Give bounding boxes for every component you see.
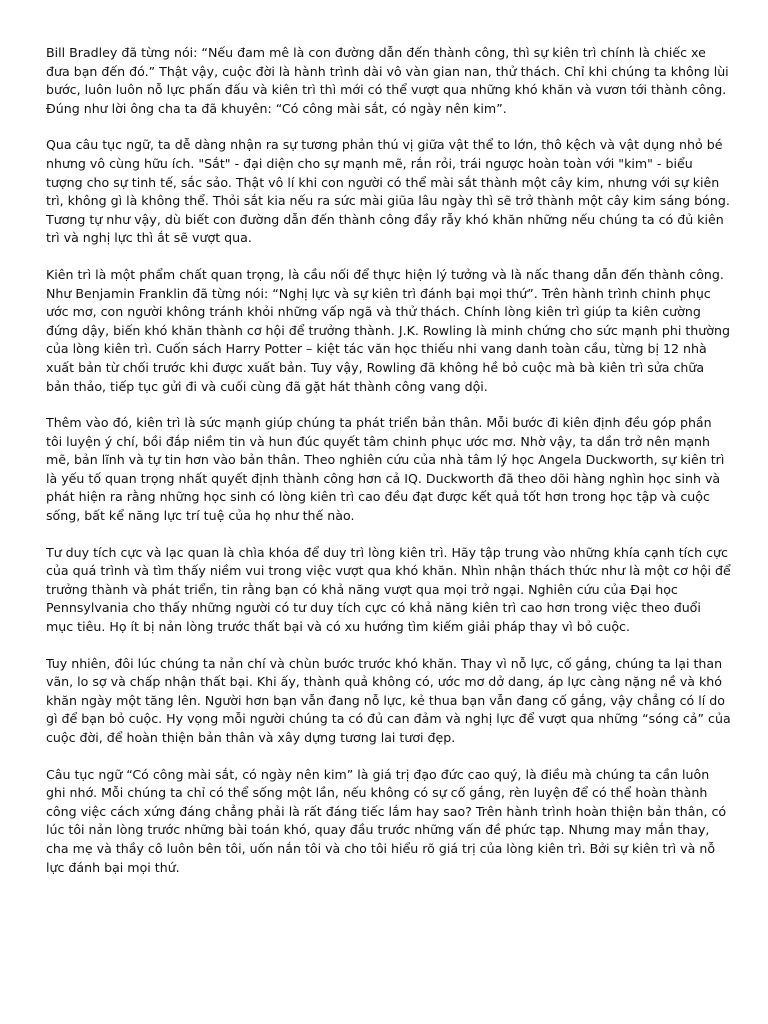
paragraph-4: Thêm vào đó, kiên trì là sức mạnh giúp chúng ta phát triển bản thân. Mỗi bước đi kiên định đều góp phần tôi luyện ý chí, bồi đắp niềm tin và hun đúc quyết tâm chinh phục ước mơ. Nhờ vậy, ta dần trở nên mạnh mẽ, bản lĩnh và tự tin hơn vào bản thân. Theo nghiên cứu của nhà tâm lý học Angela Duckworth, sự kiên trì là yếu tố quan trọng nhất quyết định thành công hơn cả IQ. Duckworth đã theo dõi hàng nghìn học sinh và phát hiện ra rằng những học sinh có lòng kiên trì cao đều đạt được kết quả tốt hơn trong học tập và cuộc sống, bất kể năng lực trí tuệ của họ như thế nào. xyxy=(46,415,725,524)
paragraph-5: Tư duy tích cực và lạc quan là chìa khóa để duy trì lòng kiên trì. Hãy tập trung vào những khía cạnh tích cực của quá trình và tìm thấy niềm vui trong việc vượt qua khó khăn. Nhìn nhận thách thức như là một cơ hội để trưởng thành và phát triển, tin rằng bạn có khả năng vượt qua mọi trở ngại. Nghiên cứu của Đại học Pennsylvania cho thấy những người có tư duy tích cực có khả năng kiên trì cao hơn trong việc theo đuổi mục tiêu. Họ ít bị nản lòng trước thất bại và có xu hướng tìm kiếm giải pháp thay vì bỏ cuộc. xyxy=(46,544,731,635)
document-body xyxy=(46,44,731,895)
paragraph-6: Tuy nhiên, đôi lúc chúng ta nản chí và chùn bước trước khó khăn. Thay vì nỗ lực, cố gắng, chúng ta lại than vãn, lo sợ và chấp nhận thất bại. Khi ấy, thành quả không có, ước mơ dở dang, áp lực càng nặng nề và khó khăn ngày một tăng lên. Người hơn bạn vẫn đang nỗ lực, kẻ thua bạn vẫn đang cố gắng, vậy chẳng có lí do gì để bạn bỏ cuộc. Hy vọng mỗi người chúng ta có đủ can đảm và nghị lực để vượt qua những “sóng cả” của cuộc đời, để hoàn thiện bản thân và xây dựng tương lai tươi đẹp. xyxy=(46,655,731,745)
paragraph-7: Câu tục ngữ “Có công mài sắt, có ngày nên kim” là giá trị đạo đức cao quý, là điều mà chúng ta cần luôn ghi nhớ. Mỗi chúng ta chỉ có thể sống một lần, nếu không có sự cố gắng, rèn luyện để có thể hoàn thành công việc cách xứng đáng chẳng phải là rất đáng tiếc lắm hay sao? Trên hành trình hoàn thiện bản thân, có lúc tôi nản lòng trước những bài toán khó, quay đầu trước những vấn đề phức tạp. Nhưng may mắn thay, cha mẹ và thầy cô luôn bên tôi, uốn nắn tôi và cho tôi hiểu rõ giá trị của lòng kiên trì. Bởi sự kiên trì và nỗ lực đánh bại mọi thứ. xyxy=(46,766,727,875)
paragraph-3: Kiên trì là một phẩm chất quan trọng, là cầu nối để thực hiện lý tưởng và là nấc thang dẫn đến thành công. Như Benjamin Franklin đã từng nói: “Nghị lực và sự kiên trì đánh bại mọi thứ”. Trên hành trình chinh phục ước mơ, con người không tránh khỏi những vấp ngã và thử thách. Chính lòng kiên trì giúp ta kiên cường đứng dậy, biến khó khăn thành cơ hội để trưởng thành. J.K. Rowling là minh chứng cho sức mạnh phi thường của lòng kiên trì. Cuốn sách Harry Potter – kiệt tác văn học thiếu nhi vang danh toàn cầu, từng bị 12 nhà xuất bản từ chối trước khi được xuất bản. Tuy vậy, Rowling đã không hề bỏ cuộc mà bà kiên trì sửa chữa bản thảo, tiếp tục gửi đi và cuối cùng đã gặt hát thành công vang dội. xyxy=(46,266,730,394)
paragraph-1: Bill Bradley đã từng nói: “Nếu đam mê là con đường dẫn đến thành công, thì sự kiên trì chính là chiếc xe đưa bạn đến đó.” Thật vậy, cuộc đời là hành trình dài vô vàn gian nan, thử thách. Chỉ khi chúng ta không lùi bước, luôn luôn nỗ lực phấn đấu và kiên trì thì mới có thể vượt qua những khó khăn và vươn tới thành công. Đúng như lời ông cha ta đã khuyên: “Có công mài sắt, có ngày nên kim”. xyxy=(46,45,729,116)
paragraph-2: Qua câu tục ngữ, ta dễ dàng nhận ra sự tương phản thú vị giữa vật thể to lớn, thô kệch và vật dụng nhỏ bé nhưng vô cùng hữu ích. "Sắt" - đại diện cho sự mạnh mẽ, rắn rỏi, trái ngược hoàn toàn với "kim" - biểu tượng cho sự tinh tế, sắc sảo. Thật vô lí khi con người có thể mài sắt thành một cây kim, nhưng với sự kiên trì, không gì là không thể. Thỏi sắt kia nếu ra sức mài giũa lâu ngày thì sẽ trở thành một cây kim sáng bóng. Tương tự như vậy, dù biết con đường dẫn đến thành công đầy rẫy khó khăn những nếu chúng ta có đủ kiên trì và nghị lực thì ắt sẽ vượt qua. xyxy=(46,137,730,246)
